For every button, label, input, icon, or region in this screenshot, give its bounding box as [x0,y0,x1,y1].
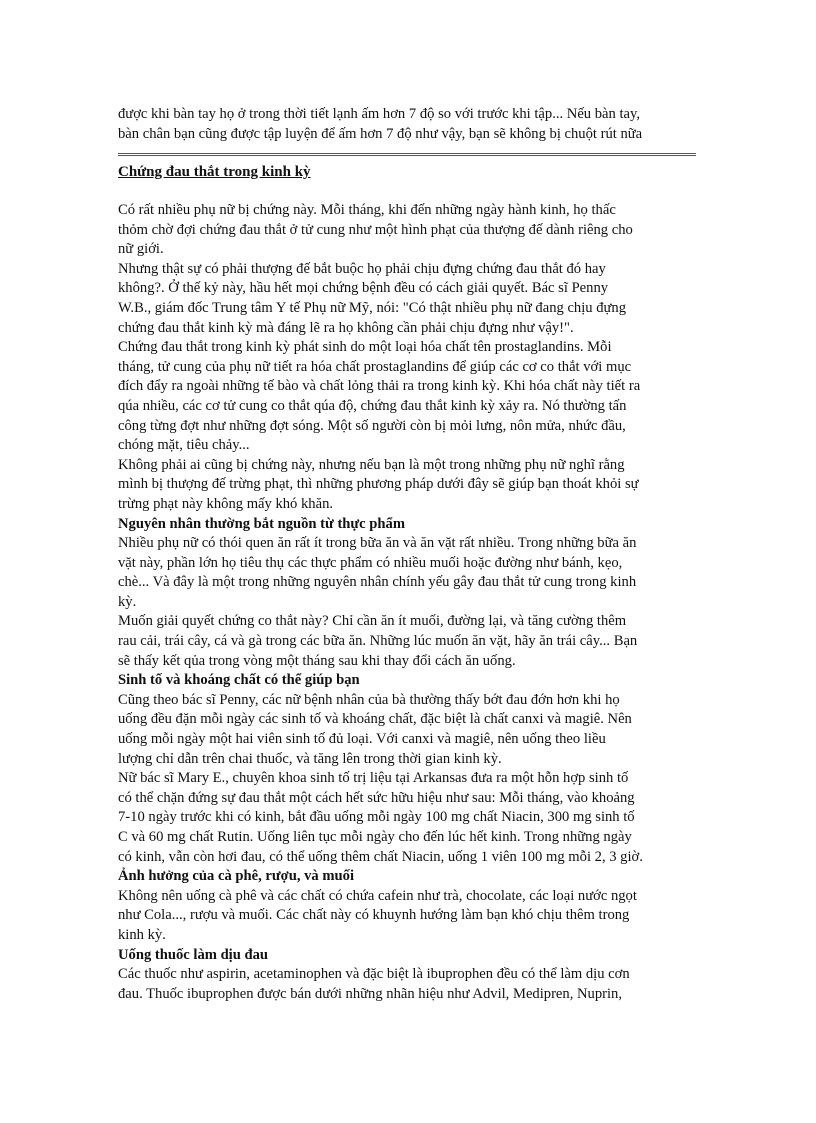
text-line: chóng mặt, tiêu chảy... [118,437,250,454]
text-line: Nguyên nhân thường bắt nguồn từ thực phẩm [118,515,405,532]
text-line: chứng đau thắt kinh kỳ mà đáng lẽ ra họ không cần phải chịu đựng như vậy!". [118,319,574,336]
text-line: kinh kỳ. [118,926,166,943]
text-line: nữ giới. [118,241,164,258]
text-line: Không phải ai cũng bị chứng này, nhưng nếu bạn là một trong những phụ nữ nghĩ rằng [118,456,625,473]
paragraph [118,201,698,260]
text-line: có kinh, vẫn còn hơi đau, có thể uống thêm chất Niacin, uống 1 viên 100 mg mỗi 2, 3 giờ. [118,848,643,865]
text-line: Các thuốc như aspirin, acetaminophen và đặc biệt là ibuprophen đều có thể làm dịu cơn [118,966,630,983]
intro-line: bàn chân bạn cũng được tập luyện để ấm hơn 7 độ như vậy, bạn sẽ không bị chuột rút nữa [118,126,643,142]
text-line: mình bị thượng đế trừng phạt, thì những phương pháp dưới đây sẽ giúp bạn thoát khỏi sự [118,476,639,493]
section-heading [118,515,698,535]
paragraph [118,612,698,671]
section-divider [118,153,696,156]
text-line: uống mỗi ngày một hai viên sinh tố đủ loại. Với canxi và magiê, nên uống theo liều [118,731,606,748]
paragraph [118,965,698,1004]
paragraph [118,691,698,769]
text-line: Có rất nhiều phụ nữ bị chứng này. Mỗi tháng, khi đến những ngày hành kinh, họ thấc [118,202,616,218]
text-line: W.B., giám đốc Trung tâm Y tế Phụ nữ Mỹ, nói: "Có thật nhiều phụ nữ đang chịu đựng [118,299,627,316]
paragraph [118,260,698,338]
paragraph [118,769,698,867]
paragraph [118,534,698,612]
intro-paragraph [118,104,698,144]
text-line: đau. Thuốc ibuprophen được bán dưới những nhãn hiệu như Advil, Medipren, Nuprin, [118,985,622,1002]
text-line: chè... Và đây là một trong những nguyên nhân chính yếu gây đau thắt tử cung trong kinh [118,574,637,591]
paragraph [118,887,698,946]
text-line: uống đều đặn mỗi ngày các sinh tố và khoáng chất, đặc biệt là chất canxi và magiê. Nên [118,711,632,728]
document-page [118,104,698,1004]
text-line: công từng đợt như những đợt sóng. Một số người còn bị mỏi lưng, nôn mửa, nhức đầu, [118,417,626,434]
text-line: đích đẩy ra ngoài những tế bào và chất lỏng thải ra trong kinh kỳ. Khi hóa chất này tiết ra [118,378,641,395]
text-line: Sinh tố và khoáng chất có thể giúp bạn [118,672,360,689]
text-line: Nữ bác sĩ Mary E., chuyên khoa sinh tố trị liệu tại Arkansas đưa ra một hỗn hợp sinh tố [118,770,629,787]
text-line: sẽ thấy kết qủa trong vòng một tháng sau khi thay đổi cách ăn uống. [118,652,516,669]
article-title: Chứng đau thắt trong kinh kỳ [118,164,311,180]
text-line: có thể chặn đứng sự đau thắt một cách hết sức hữu hiệu như sau: Mỗi tháng, vào khoảng [118,789,635,806]
text-line: Chứng đau thắt trong kinh kỳ phát sinh do một loại hóa chất tên prostaglandins. Mỗi [118,339,612,356]
text-line: Nhưng thật sự có phải thượng đế bắt buộc họ phải chịu đựng chứng đau thắt đó hay [118,260,606,277]
text-line: C và 60 mg chất Rutin. Uống liên tục mỗi ngày cho đến lúc hết kinh. Trong những ngày [118,829,632,845]
section-heading [118,867,698,887]
intro-line: được khi bàn tay họ ở trong thời tiết lạnh ấm hơn 7 độ so với trước khi tập... Nếu bàn tay, [118,106,641,122]
paragraph [118,456,698,515]
text-line: Uống thuốc làm dịu đau [118,946,269,963]
text-line: rau cải, trái cây, cá và gà trong các bữa ăn. Những lúc muốn ăn vặt, hãy ăn trái cây... Bạn [118,633,638,650]
section-heading [118,671,698,691]
text-line: kỳ. [118,593,137,610]
text-line: thỏm chờ đợi chứng đau thắt ở tử cung như một hình phạt của thượng đế dành riêng cho [118,221,633,238]
text-line: lượng chỉ dẫn trên chai thuốc, và tăng lên trong thời gian kinh kỳ. [118,750,502,767]
text-line: như Cola..., rượu và muối. Các chất này có khuynh hướng làm bạn khó chịu thêm trong [118,907,630,924]
text-line: Nhiều phụ nữ có thói quen ăn rất ít trong bữa ăn và ăn vặt rất nhiều. Trong những bữa ăn [118,535,637,552]
text-line: Cũng theo bác sĩ Penny, các nữ bệnh nhân của bà thường thấy bớt đau đớn hơn khi họ [118,691,620,708]
article-body [118,201,698,1004]
text-line: trừng phạt này không mấy khó khăn. [118,495,334,512]
paragraph [118,338,698,456]
section-heading [118,946,698,966]
text-line: 7-10 ngày trước khi có kinh, bắt đầu uống mỗi ngày 100 mg chất Niacin, 300 mg sinh tố [118,809,635,826]
text-line: vặt này, phần lớn họ tiêu thụ các thực phẩm có nhiều muối hoặc đường như bánh, kẹo, [118,554,623,571]
text-line: Muốn giải quyết chứng co thắt này? Chỉ cần ăn ít muối, đường lại, và tăng cường thêm [118,613,627,630]
text-line: không?. Ở thế kỷ này, hầu hết mọi chứng bệnh đều có cách giải quyết. Bác sĩ Penny [118,280,609,297]
text-line: tháng, tử cung của phụ nữ tiết ra hóa chất prostaglandins để giúp các cơ co thắt với mục [118,358,632,375]
text-line: Không nên uống cà phê và các chất có chứa cafein như trà, chocolate, các loại nước ngọt [118,887,637,904]
text-line: qúa nhiều, các cơ tử cung co thắt qúa độ, chứng đau thắt kinh kỳ xảy ra. Nó thường tấn [118,397,627,414]
text-line: Ảnh hưởng của cà phê, rượu, và muối [118,868,355,885]
